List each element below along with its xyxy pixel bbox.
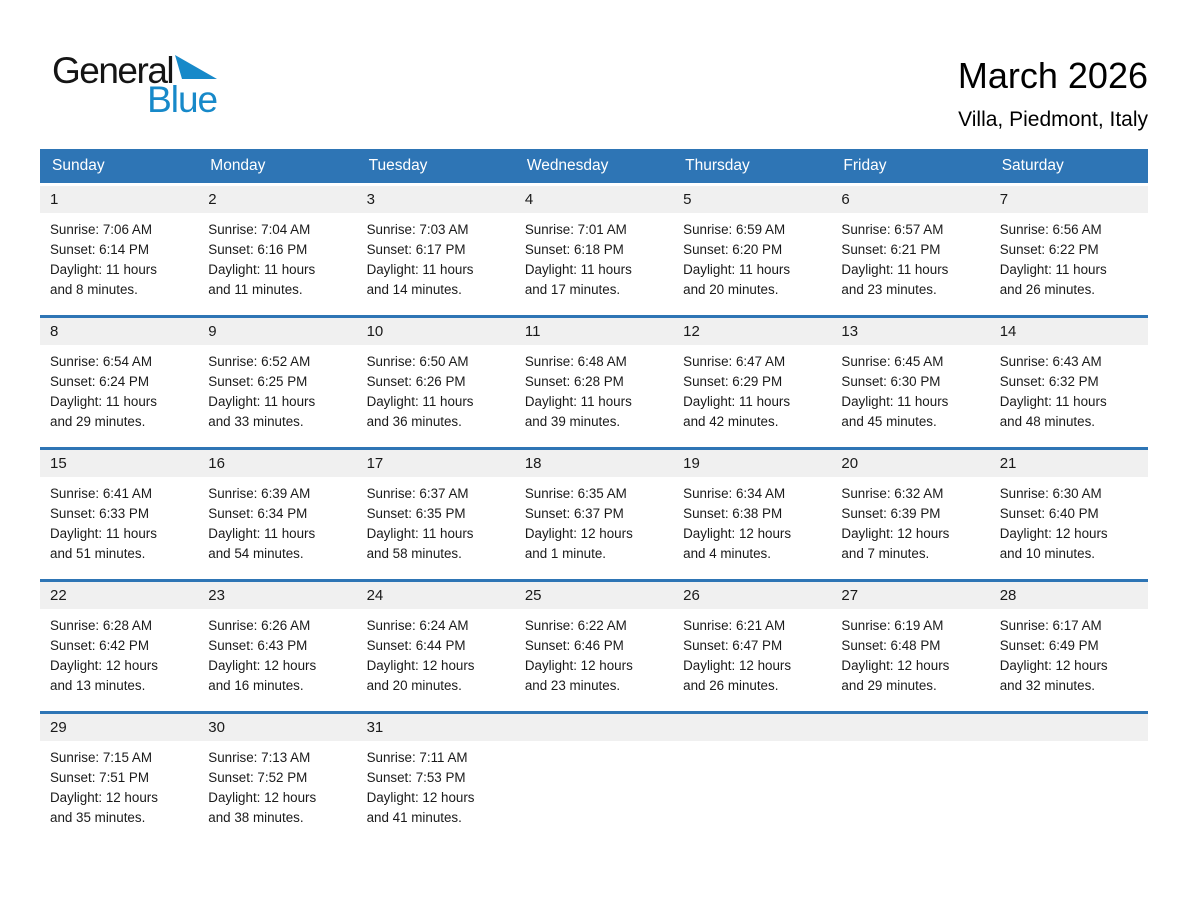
day-daylight2-text: and 35 minutes. — [50, 809, 146, 825]
day-sunrise-text: Sunrise: 6:19 AM — [841, 617, 944, 633]
day-cell-4 — [515, 186, 673, 315]
day-daylight2-text: and 41 minutes. — [366, 809, 462, 825]
day-number: 15 — [40, 450, 198, 477]
day-daylight1-text: Daylight: 12 hours — [999, 525, 1108, 541]
day-number-empty — [673, 714, 831, 741]
day-number: 2 — [198, 186, 356, 213]
day-sunset-text: Sunset: 6:22 PM — [999, 241, 1099, 257]
day-cell-19 — [673, 450, 831, 579]
day-daylight1-text: Daylight: 12 hours — [683, 657, 792, 673]
day-sunset-text: Sunset: 6:48 PM — [841, 637, 941, 653]
logo-text-blue: Blue — [147, 79, 218, 120]
day-sunrise-text: Sunrise: 6:22 AM — [524, 617, 627, 633]
day-details — [198, 609, 356, 696]
day-number: 25 — [515, 582, 673, 609]
day-details — [40, 213, 198, 300]
week-row — [40, 579, 1148, 711]
day-sunrise-text: Sunrise: 6:26 AM — [208, 617, 311, 633]
day-number: 27 — [831, 582, 989, 609]
day-number: 24 — [357, 582, 515, 609]
general-blue-logo — [52, 52, 217, 118]
day-number: 21 — [990, 450, 1148, 477]
weekday-header-tuesday: Tuesday — [368, 156, 428, 174]
day-sunrise-text: Sunrise: 6:47 AM — [683, 353, 786, 369]
day-daylight2-text: and 39 minutes. — [524, 413, 621, 429]
day-daylight1-text: Daylight: 12 hours — [208, 789, 317, 805]
day-sunset-text: Sunset: 6:14 PM — [50, 241, 149, 257]
day-daylight1-text: Daylight: 11 hours — [999, 261, 1107, 277]
day-details — [673, 477, 831, 564]
day-sunrise-text: Sunrise: 6:24 AM — [366, 617, 469, 633]
page-subtitle: Villa, Piedmont, Italy — [958, 107, 1148, 131]
day-daylight1-text: Daylight: 12 hours — [50, 657, 158, 673]
day-daylight1-text: Daylight: 11 hours — [841, 261, 949, 277]
day-daylight1-text: Daylight: 12 hours — [999, 657, 1108, 673]
day-daylight1-text: Daylight: 12 hours — [208, 657, 317, 673]
day-daylight2-text: and 1 minute. — [524, 545, 606, 561]
day-number: 11 — [515, 318, 673, 345]
day-sunset-text: Sunset: 6:21 PM — [841, 241, 941, 257]
day-cell-8 — [40, 318, 198, 447]
day-daylight2-text: and 14 minutes. — [366, 281, 462, 297]
day-cell-20 — [831, 450, 989, 579]
day-daylight1-text: Daylight: 11 hours — [999, 393, 1107, 409]
day-cell-23 — [198, 582, 356, 711]
day-cell-26 — [673, 582, 831, 711]
day-details-empty — [515, 741, 673, 748]
day-daylight1-text: Daylight: 11 hours — [208, 393, 316, 409]
day-sunset-text: Sunset: 7:52 PM — [208, 769, 308, 785]
day-details — [515, 609, 673, 696]
day-sunset-text: Sunset: 6:30 PM — [841, 373, 941, 389]
day-number-empty — [990, 714, 1148, 741]
day-cell-15 — [40, 450, 198, 579]
day-sunset-text: Sunset: 6:47 PM — [683, 637, 783, 653]
day-daylight2-text: and 16 minutes. — [208, 677, 304, 693]
day-cell-6 — [831, 186, 989, 315]
day-sunset-text: Sunset: 6:17 PM — [366, 241, 466, 257]
day-daylight2-text: and 26 minutes. — [683, 677, 779, 693]
day-details-empty — [831, 741, 989, 748]
day-sunset-text: Sunset: 6:44 PM — [366, 637, 466, 653]
day-details — [831, 477, 989, 564]
day-cell-11 — [515, 318, 673, 447]
day-daylight1-text: Daylight: 11 hours — [50, 525, 157, 541]
day-sunrise-text: Sunrise: 6:21 AM — [683, 617, 786, 633]
day-sunset-text: Sunset: 6:29 PM — [683, 373, 783, 389]
day-daylight2-text: and 23 minutes. — [841, 281, 937, 297]
day-daylight1-text: Daylight: 12 hours — [841, 525, 950, 541]
day-daylight2-text: and 36 minutes. — [366, 413, 462, 429]
day-sunset-text: Sunset: 7:51 PM — [50, 769, 149, 785]
day-cell-10 — [357, 318, 515, 447]
day-number: 8 — [40, 318, 198, 345]
day-sunrise-text: Sunrise: 6:28 AM — [50, 617, 152, 633]
weekday-header-friday: Friday — [843, 156, 887, 174]
day-daylight1-text: Daylight: 12 hours — [683, 525, 792, 541]
day-sunrise-text: Sunrise: 7:06 AM — [50, 221, 152, 237]
day-sunrise-text: Sunrise: 6:48 AM — [524, 353, 627, 369]
weekday-header-sunday: Sunday — [52, 156, 105, 174]
day-daylight2-text: and 7 minutes. — [841, 545, 930, 561]
day-sunset-text: Sunset: 6:43 PM — [208, 637, 308, 653]
day-daylight2-text: and 29 minutes. — [50, 413, 146, 429]
day-cell-18 — [515, 450, 673, 579]
day-daylight2-text: and 38 minutes. — [208, 809, 304, 825]
empty-day-cell — [515, 714, 673, 843]
day-daylight1-text: Daylight: 12 hours — [841, 657, 950, 673]
day-number: 26 — [673, 582, 831, 609]
day-number: 5 — [673, 186, 831, 213]
day-number-empty — [831, 714, 989, 741]
day-sunrise-text: Sunrise: 6:41 AM — [50, 485, 152, 501]
day-number: 28 — [990, 582, 1148, 609]
day-sunrise-text: Sunrise: 6:32 AM — [841, 485, 944, 501]
day-sunrise-text: Sunrise: 6:35 AM — [524, 485, 627, 501]
day-details — [40, 477, 198, 564]
week-row — [40, 183, 1148, 315]
day-sunrise-text: Sunrise: 6:45 AM — [841, 353, 944, 369]
day-sunset-text: Sunset: 6:34 PM — [208, 505, 308, 521]
day-cell-14 — [990, 318, 1148, 447]
day-details — [990, 609, 1148, 696]
day-daylight2-text: and 10 minutes. — [999, 545, 1095, 561]
day-daylight2-text: and 51 minutes. — [50, 545, 146, 561]
day-sunrise-text: Sunrise: 7:01 AM — [524, 221, 627, 237]
day-cell-31 — [357, 714, 515, 843]
weekday-header-wednesday: Wednesday — [526, 156, 609, 174]
calendar-body — [40, 183, 1148, 843]
day-number: 10 — [357, 318, 515, 345]
day-daylight1-text: Daylight: 11 hours — [524, 261, 632, 277]
day-details — [673, 213, 831, 300]
day-sunset-text: Sunset: 6:35 PM — [366, 505, 466, 521]
day-cell-13 — [831, 318, 989, 447]
day-cell-17 — [357, 450, 515, 579]
day-sunset-text: Sunset: 6:24 PM — [50, 373, 149, 389]
day-sunrise-text: Sunrise: 6:57 AM — [841, 221, 944, 237]
day-number: 23 — [198, 582, 356, 609]
day-daylight1-text: Daylight: 11 hours — [524, 393, 632, 409]
day-number: 19 — [673, 450, 831, 477]
day-daylight1-text: Daylight: 11 hours — [50, 261, 157, 277]
day-number-empty — [515, 714, 673, 741]
day-daylight1-text: Daylight: 11 hours — [50, 393, 157, 409]
page-header — [52, 52, 1148, 132]
day-daylight2-text: and 48 minutes. — [999, 413, 1095, 429]
weekday-header-monday: Monday — [210, 156, 266, 174]
day-daylight2-text: and 58 minutes. — [366, 545, 462, 561]
day-details — [357, 345, 515, 432]
day-daylight1-text: Daylight: 12 hours — [524, 657, 633, 673]
day-sunset-text: Sunset: 6:49 PM — [999, 637, 1099, 653]
logo-text-general: General — [52, 50, 174, 91]
day-cell-16 — [198, 450, 356, 579]
day-cell-12 — [673, 318, 831, 447]
day-details — [198, 477, 356, 564]
day-sunrise-text: Sunrise: 6:50 AM — [366, 353, 469, 369]
day-number: 29 — [40, 714, 198, 741]
day-sunset-text: Sunset: 6:18 PM — [524, 241, 624, 257]
day-daylight1-text: Daylight: 12 hours — [366, 657, 475, 673]
day-daylight1-text: Daylight: 11 hours — [683, 261, 791, 277]
day-daylight2-text: and 11 minutes. — [208, 281, 303, 297]
day-number: 1 — [40, 186, 198, 213]
day-sunset-text: Sunset: 6:32 PM — [999, 373, 1099, 389]
day-details — [990, 477, 1148, 564]
day-daylight2-text: and 4 minutes. — [683, 545, 771, 561]
day-cell-25 — [515, 582, 673, 711]
day-sunset-text: Sunset: 7:53 PM — [366, 769, 466, 785]
day-daylight2-text: and 45 minutes. — [841, 413, 937, 429]
day-number: 6 — [831, 186, 989, 213]
day-daylight2-text: and 42 minutes. — [683, 413, 779, 429]
day-sunrise-text: Sunrise: 6:17 AM — [999, 617, 1102, 633]
day-daylight1-text: Daylight: 11 hours — [366, 525, 474, 541]
day-cell-30 — [198, 714, 356, 843]
day-details — [357, 741, 515, 828]
day-daylight1-text: Daylight: 11 hours — [208, 525, 316, 541]
day-sunset-text: Sunset: 6:28 PM — [524, 373, 624, 389]
day-sunrise-text: Sunrise: 7:11 AM — [366, 749, 468, 765]
day-sunrise-text: Sunrise: 6:43 AM — [999, 353, 1102, 369]
day-sunset-text: Sunset: 6:16 PM — [208, 241, 308, 257]
day-sunset-text: Sunset: 6:46 PM — [524, 637, 624, 653]
day-sunset-text: Sunset: 6:40 PM — [999, 505, 1099, 521]
day-daylight1-text: Daylight: 12 hours — [366, 789, 475, 805]
day-details — [40, 609, 198, 696]
day-details — [357, 213, 515, 300]
day-number: 16 — [198, 450, 356, 477]
calendar-table — [40, 149, 1148, 843]
week-row — [40, 711, 1148, 843]
day-daylight2-text: and 26 minutes. — [999, 281, 1095, 297]
empty-day-cell — [990, 714, 1148, 843]
day-details — [198, 345, 356, 432]
day-details — [990, 213, 1148, 300]
day-cell-24 — [357, 582, 515, 711]
day-number: 31 — [357, 714, 515, 741]
day-cell-29 — [40, 714, 198, 843]
day-cell-1 — [40, 186, 198, 315]
day-sunrise-text: Sunrise: 6:30 AM — [999, 485, 1102, 501]
day-sunrise-text: Sunrise: 6:34 AM — [683, 485, 786, 501]
day-number: 14 — [990, 318, 1148, 345]
day-daylight1-text: Daylight: 11 hours — [683, 393, 791, 409]
day-daylight2-text: and 13 minutes. — [50, 677, 146, 693]
day-sunset-text: Sunset: 6:42 PM — [50, 637, 149, 653]
day-sunrise-text: Sunrise: 7:15 AM — [50, 749, 152, 765]
day-daylight2-text: and 8 minutes. — [50, 281, 138, 297]
day-number: 3 — [357, 186, 515, 213]
day-details — [831, 213, 989, 300]
day-number: 7 — [990, 186, 1148, 213]
day-number: 4 — [515, 186, 673, 213]
day-daylight2-text: and 29 minutes. — [841, 677, 937, 693]
day-daylight2-text: and 20 minutes. — [366, 677, 462, 693]
day-details — [990, 345, 1148, 432]
day-number: 9 — [198, 318, 356, 345]
day-sunrise-text: Sunrise: 6:37 AM — [366, 485, 469, 501]
day-number: 12 — [673, 318, 831, 345]
day-daylight2-text: and 17 minutes. — [524, 281, 621, 297]
day-daylight1-text: Daylight: 11 hours — [841, 393, 949, 409]
weekday-header-thursday: Thursday — [685, 156, 750, 174]
day-daylight1-text: Daylight: 11 hours — [366, 393, 474, 409]
day-daylight1-text: Daylight: 11 hours — [208, 261, 316, 277]
day-daylight2-text: and 32 minutes. — [999, 677, 1095, 693]
day-details — [831, 609, 989, 696]
day-cell-7 — [990, 186, 1148, 315]
weekday-header-row — [40, 149, 1148, 183]
day-daylight2-text: and 54 minutes. — [208, 545, 304, 561]
day-number: 20 — [831, 450, 989, 477]
day-cell-22 — [40, 582, 198, 711]
day-details — [198, 741, 356, 828]
day-details-empty — [673, 741, 831, 748]
day-sunset-text: Sunset: 6:39 PM — [841, 505, 941, 521]
day-details — [515, 345, 673, 432]
week-row — [40, 447, 1148, 579]
day-daylight2-text: and 20 minutes. — [683, 281, 779, 297]
day-number: 30 — [198, 714, 356, 741]
day-cell-28 — [990, 582, 1148, 711]
day-details-empty — [990, 741, 1148, 748]
day-details — [673, 345, 831, 432]
day-sunrise-text: Sunrise: 6:52 AM — [208, 353, 311, 369]
day-sunset-text: Sunset: 6:25 PM — [208, 373, 308, 389]
day-cell-21 — [990, 450, 1148, 579]
day-daylight2-text: and 23 minutes. — [524, 677, 621, 693]
page-title: March 2026 — [957, 55, 1148, 96]
day-sunset-text: Sunset: 6:20 PM — [683, 241, 783, 257]
title-block — [958, 56, 1148, 132]
day-sunrise-text: Sunrise: 6:54 AM — [50, 353, 152, 369]
day-details — [515, 213, 673, 300]
weekday-header-saturday: Saturday — [1001, 156, 1064, 174]
day-details — [673, 609, 831, 696]
day-daylight2-text: and 33 minutes. — [208, 413, 304, 429]
day-number: 17 — [357, 450, 515, 477]
day-daylight1-text: Daylight: 12 hours — [524, 525, 633, 541]
week-row — [40, 315, 1148, 447]
day-cell-27 — [831, 582, 989, 711]
day-details — [357, 609, 515, 696]
day-details — [831, 345, 989, 432]
day-details — [40, 741, 198, 828]
day-number: 18 — [515, 450, 673, 477]
day-sunrise-text: Sunrise: 6:56 AM — [999, 221, 1102, 237]
day-sunset-text: Sunset: 6:26 PM — [366, 373, 466, 389]
empty-day-cell — [831, 714, 989, 843]
day-cell-2 — [198, 186, 356, 315]
day-sunset-text: Sunset: 6:38 PM — [683, 505, 783, 521]
day-sunrise-text: Sunrise: 6:59 AM — [683, 221, 786, 237]
day-cell-5 — [673, 186, 831, 315]
day-cell-9 — [198, 318, 356, 447]
day-sunrise-text: Sunrise: 7:04 AM — [208, 221, 311, 237]
day-sunrise-text: Sunrise: 6:39 AM — [208, 485, 311, 501]
day-details — [40, 345, 198, 432]
day-details — [198, 213, 356, 300]
day-sunrise-text: Sunrise: 7:13 AM — [208, 749, 311, 765]
day-daylight1-text: Daylight: 12 hours — [50, 789, 158, 805]
empty-day-cell — [673, 714, 831, 843]
day-details — [357, 477, 515, 564]
day-details — [515, 477, 673, 564]
day-sunset-text: Sunset: 6:33 PM — [50, 505, 149, 521]
day-cell-3 — [357, 186, 515, 315]
day-number: 13 — [831, 318, 989, 345]
day-sunrise-text: Sunrise: 7:03 AM — [366, 221, 469, 237]
day-daylight1-text: Daylight: 11 hours — [366, 261, 474, 277]
day-number: 22 — [40, 582, 198, 609]
day-sunset-text: Sunset: 6:37 PM — [524, 505, 624, 521]
